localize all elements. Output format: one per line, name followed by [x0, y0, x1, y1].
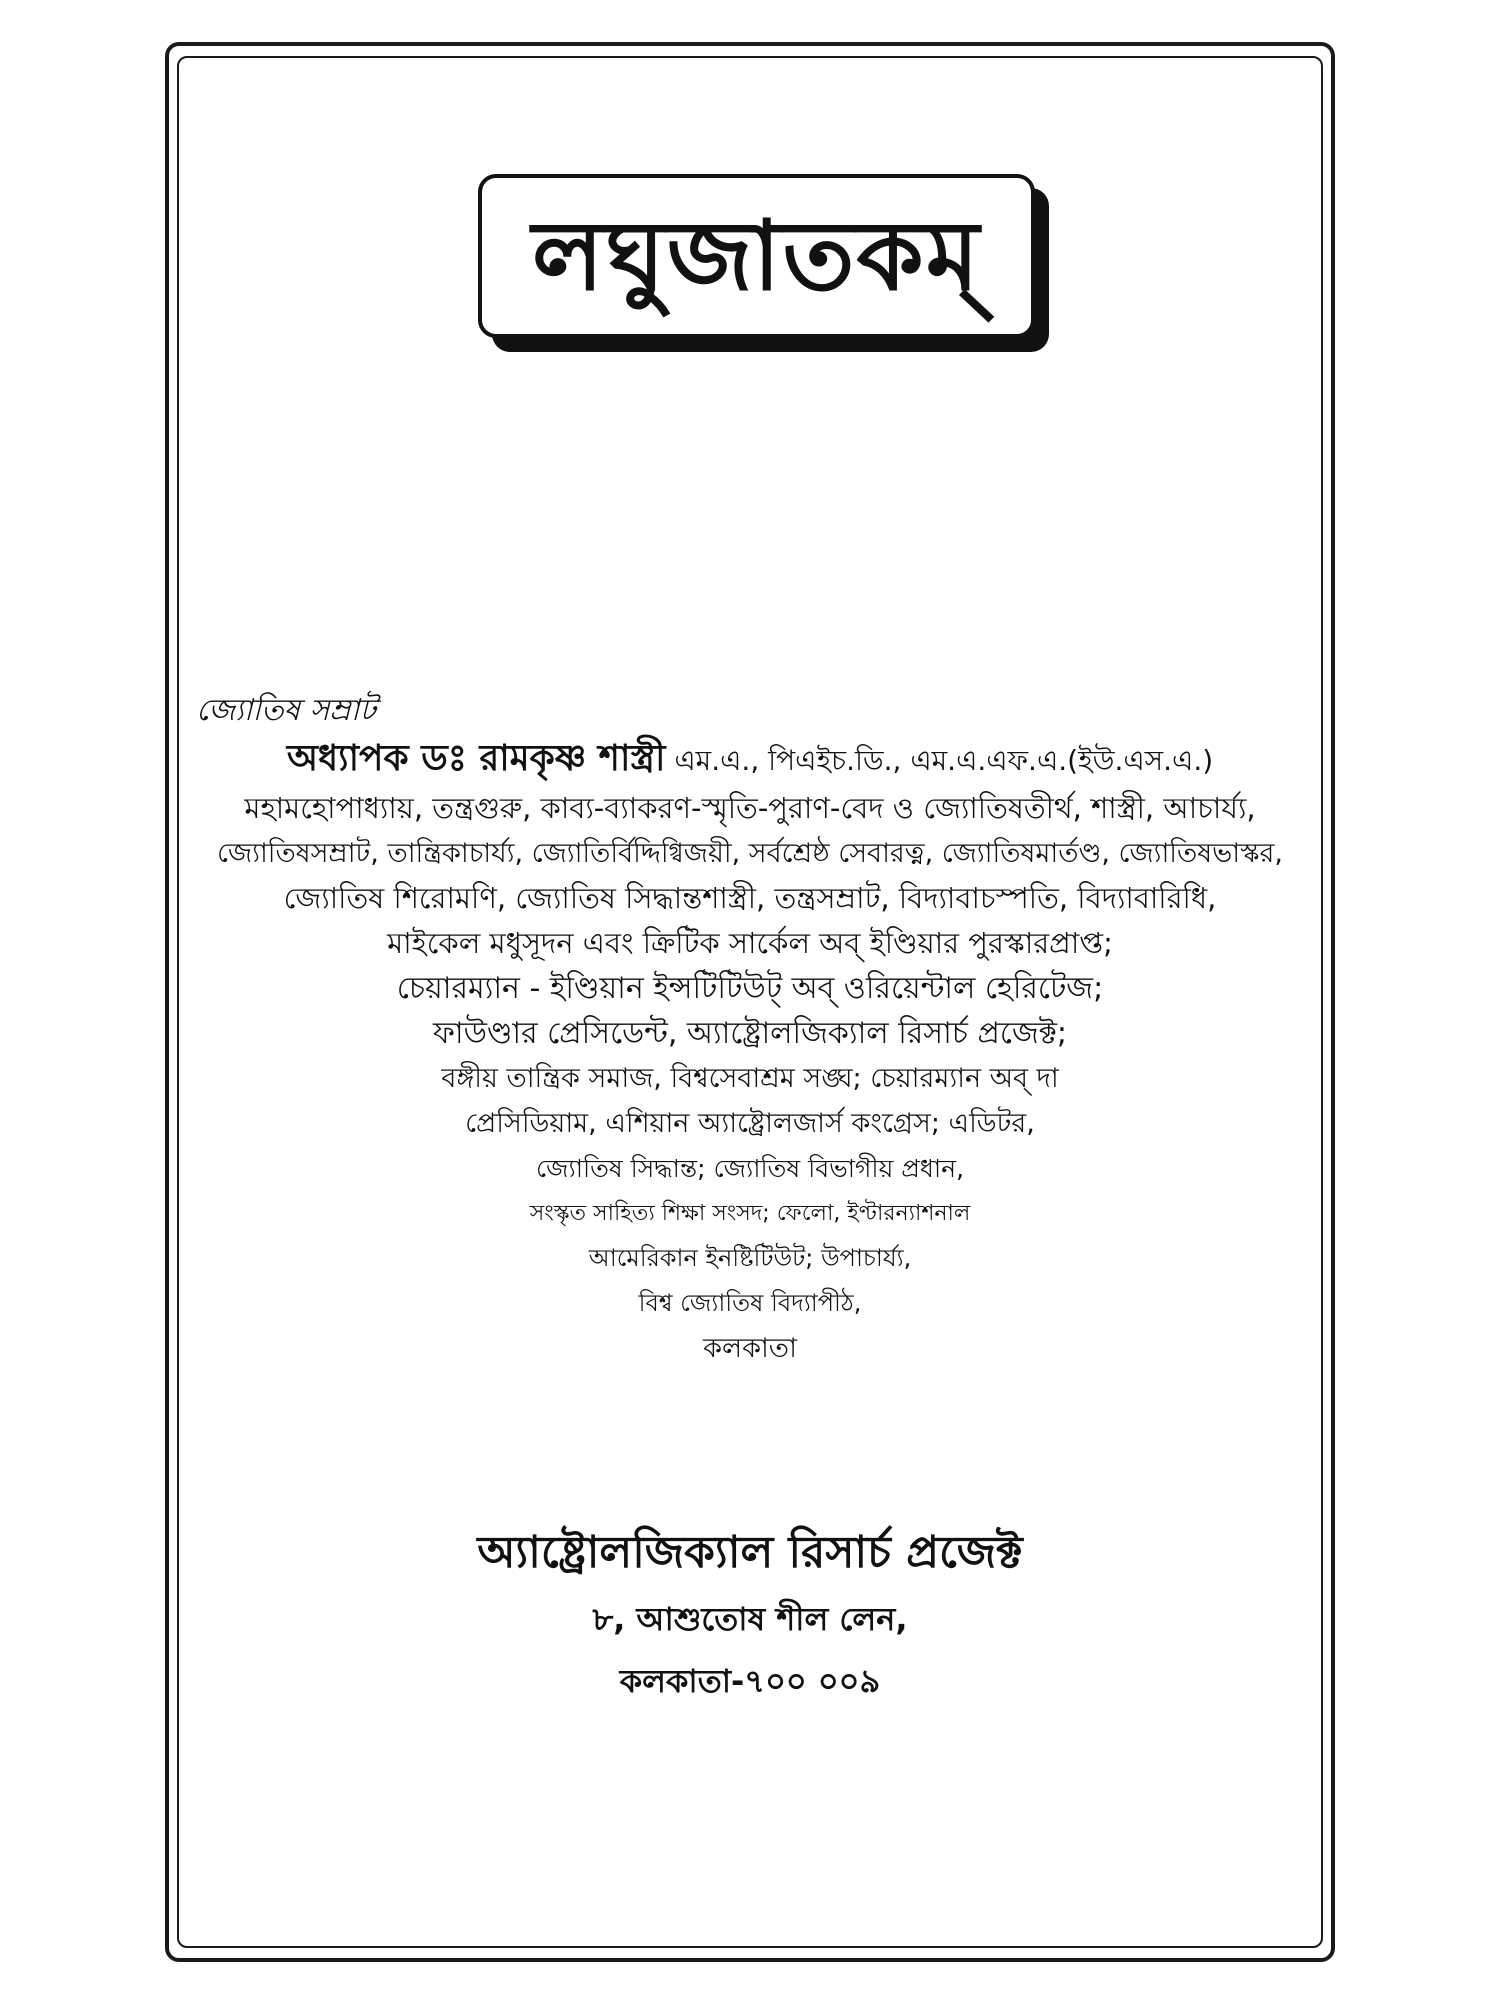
- author-title-line: প্রেসিডিয়াম, এশিয়ান অ্যাষ্ট্রোলজার্স কংগ্রেস; এডিটর,: [465, 1108, 1035, 1139]
- author-credits: [180, 688, 1320, 1371]
- author-name: অধ্যাপক ডঃ রামকৃষ্ণ শাস্ত্রী: [286, 738, 666, 779]
- title-box: [478, 174, 1035, 338]
- author-title-line: বিশ্ব জ্যোতিষ বিদ্যাপীঠ,: [638, 1289, 862, 1317]
- publisher-address-street: ৮, আশুতোষ শীল লেন,: [592, 1600, 908, 1638]
- publisher-name: অ্যাষ্ট্রোলজিক্যাল রিসার্চ প্রজেক্ট: [477, 1527, 1023, 1578]
- author-title-line: বঙ্গীয় তান্ত্রিক সমাজ, বিশ্বসেবাশ্রম সঙ্ঘ; চেয়ারম্যান অব্ দা: [441, 1063, 1059, 1094]
- author-title-line: জ্যোতিষ শিরোমণি, জ্যোতিষ সিদ্ধান্তশাস্ত্রী, তন্ত্রসম্রাট, বিদ্যাবাচস্পতি, বিদ্যাবারিধি,: [283, 881, 1217, 915]
- author-epithet: জ্যোতিষ সম্রাট: [196, 693, 376, 728]
- publisher-address-city: কলকাতা-৭০০ ০০৯: [619, 1662, 881, 1700]
- author-title-line: আমেরিকান ইনষ্টিটিউট; উপাচার্য্য,: [588, 1244, 912, 1272]
- author-title-line: জ্যোতিষ সিদ্ধান্ত; জ্যোতিষ বিভাগীয় প্রধান,: [535, 1154, 965, 1183]
- author-title-line: সংস্কৃত সাহিত্য শিক্ষা সংসদ; ফেলো, ইণ্টারন্যাশনাল: [529, 1201, 971, 1226]
- author-degrees: এম.এ., পিএইচ.ডি., এম.এ.এফ.এ.(ইউ.এস.এ.): [674, 744, 1214, 777]
- author-title-line: মহামহোপাধ্যায়, তন্ত্রগুরু, কাব্য-ব্যাকরণ-স্মৃতি-পুরাণ-বেদ ও জ্যোতিষতীর্থ, শাস্ত্রী, আচার্য্য,: [244, 791, 1256, 825]
- author-title-line: মাইকেল মধুসূদন এবং ক্রিটিক সার্কেল অব্ ইণ্ডিয়ার পুরস্কারপ্রাপ্ত;: [387, 926, 1113, 960]
- author-title-line: ফাউণ্ডার প্রেসিডেন্ট, অ্যাষ্ট্রোলজিক্যাল রিসার্চ প্রজেক্ট;: [432, 1016, 1068, 1051]
- book-title: লঘুজাতকম্: [531, 200, 982, 312]
- author-line: [180, 734, 1320, 786]
- publisher-block: [180, 1518, 1320, 1712]
- author-city: কলকাতা: [703, 1333, 797, 1364]
- author-title-line: জ্যোতিষসম্রাট, তান্ত্রিকাচার্য্য, জ্যোতির্বিদ্দিগ্বিজয়ী, সর্বশ্রেষ্ঠ সেবারত্ন, জ্যোতিষমার্তণ্ড, জ্যোতিষভাস্কর,: [217, 838, 1283, 869]
- author-title-line: চেয়ারম্যান - ইণ্ডিয়ান ইন্সটিটিউট্ অব্ ওরিয়েন্টাল হেরিটেজ;: [396, 971, 1104, 1006]
